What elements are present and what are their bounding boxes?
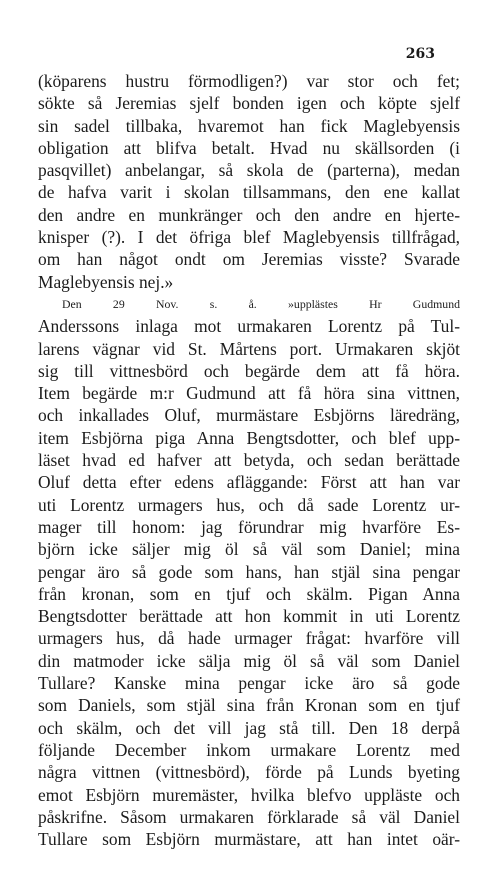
text-line: uti Lorentz urmagers hus, och då sade Lorentz ur- (38, 494, 460, 515)
text-line: följande December inkom urmakare Lorentz med (38, 739, 460, 760)
text-line: de hafva varit i skolan tillsammans, den ene kallat (38, 182, 460, 203)
text-line: Item begärde m:r Gudmund att få höra sina vittnen, (38, 383, 460, 404)
body-text (38, 70, 460, 850)
text-line: Tullare? Kanske mina pengar icke äro så gode (38, 673, 460, 694)
text-line: och skälm, och det vill jag stå till. Den 18 derpå (38, 717, 460, 738)
text-line: björn icke säljer mig öl så väl som Daniel; mina (38, 539, 460, 560)
text-line: sökte så Jeremias sjelf bonden igen och köpte sjelf (38, 93, 460, 114)
text-line: Tullare som Esbjörn murmästare, att han intet oär- (38, 829, 460, 850)
text-line: item Esbjörna piga Anna Bengtsdotter, och blef upp- (38, 427, 460, 448)
text-line: mager till honom: jag förundrar mig hvarföre Es- (38, 516, 460, 537)
text-line: knisper (?). I det öfriga blef Maglebyensis tillfrågad, (38, 227, 460, 248)
text-line: sin sadel tillbaka, hvaremot han fick Maglebyensis (38, 115, 460, 136)
text-line: om han något ondt om Jeremias visste? Svarade (38, 249, 460, 270)
text-line: och inkallades Oluf, murmästare Esbjörns läredräng, (38, 405, 460, 426)
text-line: (köparens hustru förmodligen?) var stor och fet; (38, 71, 460, 91)
text-line: läset hvad ed hafver att betyda, och sedan berättade (38, 450, 460, 471)
text-line: från kronan, som en tjuf och skälm. Pigan Anna (38, 583, 460, 604)
text-line: påskrifne. Såsom urmakaren förklarade så väl Daniel (38, 806, 460, 827)
text-line: Anderssons inlaga mot urmakaren Lorentz på Tul- (38, 316, 460, 337)
text-line: sig till vittnesbörd och begärde dem att få höra. (38, 360, 460, 381)
text-line: pengar äro så gode som hans, han stjäl sina pengar (38, 561, 460, 582)
text-line: Den 29 Nov. s. å. »upplästes Hr Gudmund (62, 296, 460, 311)
text-line: några vittnen (vittnesbörd), förde på Lunds byeting (38, 762, 460, 783)
text-line: Bengtsdotter berättade att hon kommit in uti Lorentz (38, 606, 460, 627)
text-line: din matmoder icke sälja mig öl så väl som Daniel (38, 650, 460, 671)
text-line: larens vägnar vid St. Mårtens port. Urmakaren skjöt (38, 338, 460, 359)
text-line: som Daniels, som stjäl sina från Kronan som en tjuf (38, 695, 460, 716)
text-line: den andre en munkränger och den andre en hjerte- (38, 204, 460, 225)
page-number: 263 (405, 46, 435, 62)
text-line: emot Esbjörn muremäster, hvilka blefvo uppläste och (38, 784, 460, 805)
text-line: Maglebyensis nej.» (38, 271, 174, 292)
text-line: pasqvillet) anbelangar, så skola de (parterna), medan (38, 160, 460, 181)
text-line: obligation att blifva betalt. Hvad nu skällsorden (i (38, 137, 460, 158)
text-line: urmagers hus, då hade urmager frågat: hvarföre vill (38, 628, 460, 649)
text-line: Oluf detta efter edens afläggande: Först att han var (38, 472, 460, 493)
